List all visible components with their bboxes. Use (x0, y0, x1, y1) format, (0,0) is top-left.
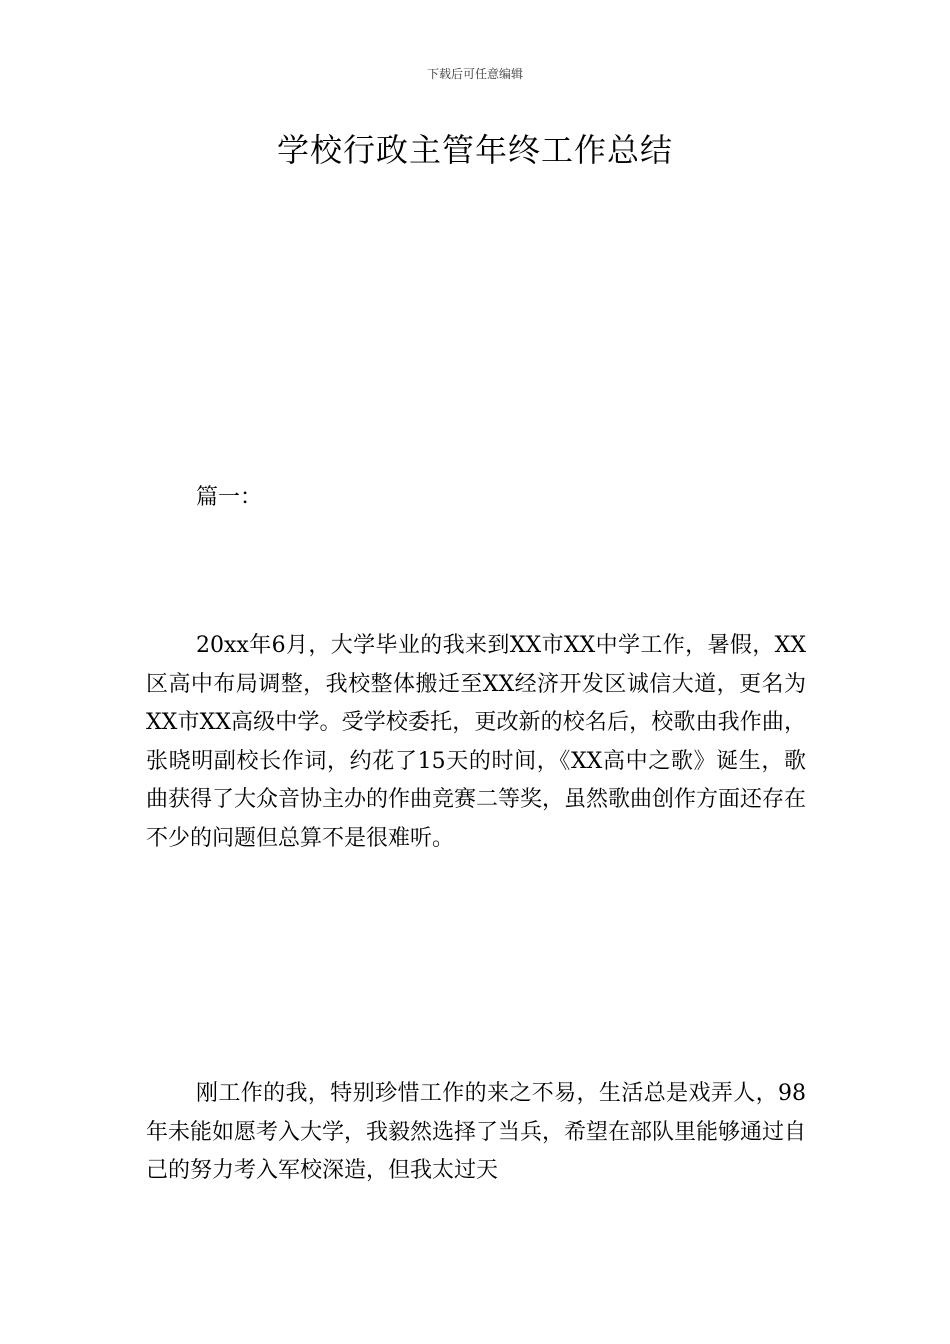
section-label: 篇一： (196, 485, 263, 510)
document-title: 学校行政主管年终工作总结 (276, 131, 673, 169)
header-note: 下载后可任意编辑 (426, 67, 523, 81)
paragraph-1: 20xx年6月，大学毕业的我来到XX市XX中学工作，暑假，XX区高中布局调整，我校整体搬迁至XX经济开发区诚信大道，更名为XX市XX高级中学。受学校委托，更改新的校名后，校歌由我作曲，张晓明副校长作词，约花了15天的时间，《XX高中之歌》诞生，歌曲获得了大众音协主办的作曲竞赛二等奖，虽然歌曲创作方面还存在不少的问题但总算不是很难听。 (146, 633, 807, 851)
paragraph-2: 刚工作的我，特别珍惜工作的来之不易，生活总是戏弄人，98年未能如愿考入大学，我毅然选择了当兵，希望在部队里能够通过自己的努力考入军校深造，但我太过天 (146, 1081, 807, 1184)
